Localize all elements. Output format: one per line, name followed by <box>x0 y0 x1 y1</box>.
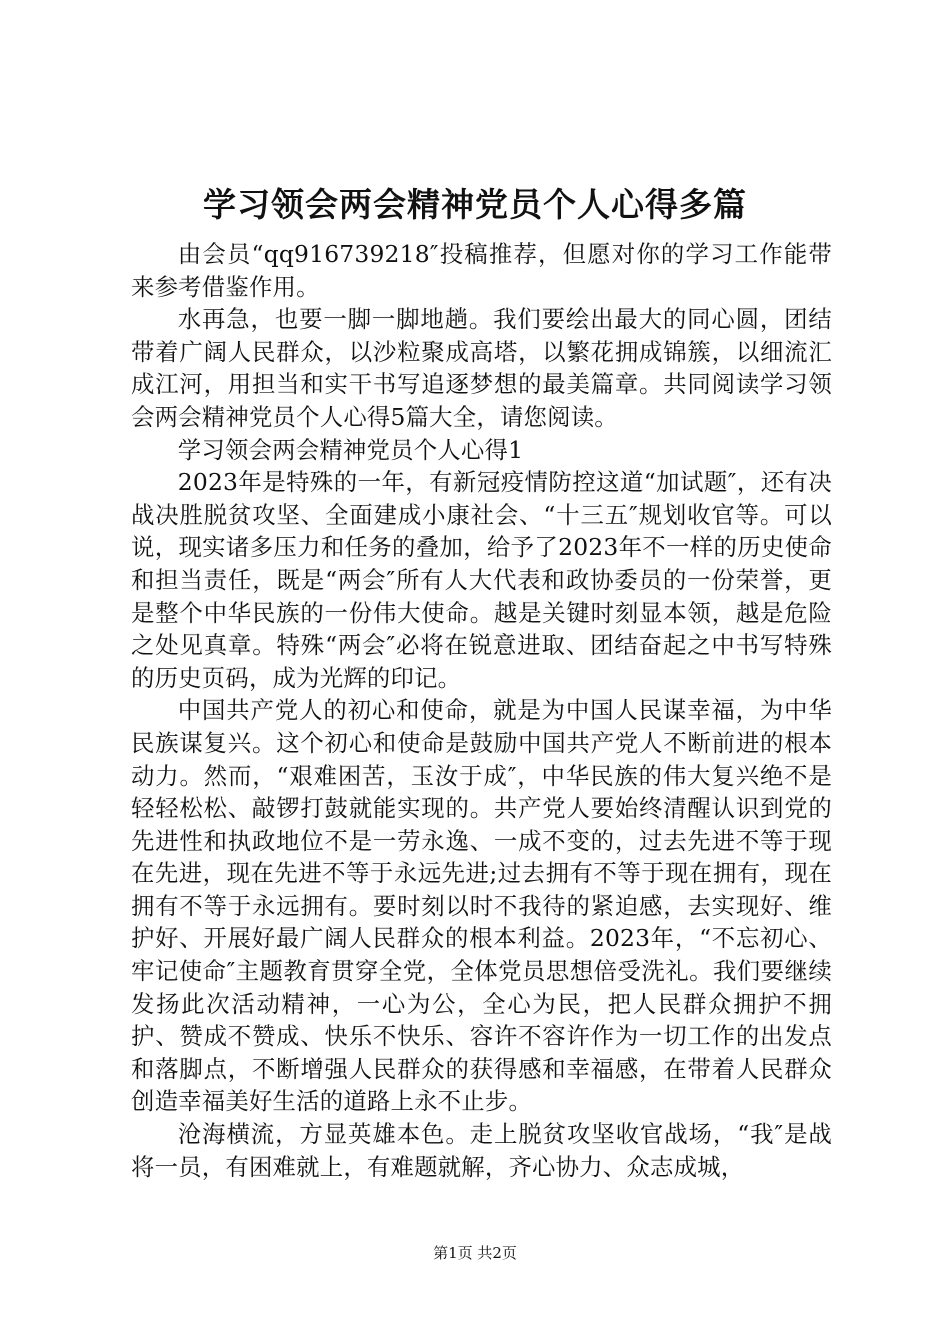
page-number-footer: 第1页 共2页 <box>433 1244 517 1262</box>
section-heading: 学习领会两会精神党员个人心得1 <box>177 435 524 464</box>
intro-paragraph: 由会员“qq916739218″投稿推荐，但愿对你的学习工作能带来参考借鉴作用。 <box>131 240 832 301</box>
body-paragraph: 沧海横流，方显英雄本色。走上脱贫攻坚收官战场，“我″是战将一员，有困难就上，有难题就解，齐心协力、众志成城， <box>131 1120 832 1181</box>
summary-paragraph: 水再急，也要一脚一脚地趟。我们要绘出最大的同心圆，团结带着广阔人民群众，以沙粒聚成高塔，以繁花拥成锦簇，以细流汇成江河，用担当和实干书写追逐梦想的最美篇章。共同阅读学习领会两会精神党员个人心得5篇大全，请您阅读。 <box>131 305 832 431</box>
document-title: 学习领会两会精神党员个人心得多篇 <box>203 185 747 224</box>
body-paragraph: 2023年是特殊的一年，有新冠疫情防控这道“加试题″，还有决战决胜脱贫攻坚、全面建成小康社会、“十三五″规划收官等。可以说，现实诸多压力和任务的叠加，给予了2023年不一样的历史使命和担当责任，既是“两会″所有人大代表和政协委员的一份荣誉，更是整个中华民族的一份伟大使命。越是关键时刻显本领，越是危险之处见真章。特殊“两会″必将在锐意进取、团结奋起之中书写特殊的历史页码，成为光辉的印记。 <box>131 468 832 692</box>
body-paragraph: 中国共产党人的初心和使命，就是为中国人民谋幸福，为中华民族谋复兴。这个初心和使命是鼓励中国共产党人不断前进的根本动力。然而，“艰难困苦，玉汝于成″，中华民族的伟大复兴绝不是轻轻松松、敲锣打鼓就能实现的。共产党人要始终清醒认识到党的先进性和执政地位不是一劳永逸、一成不变的，过去先进不等于现在先进，现在先进不等于永远先进;过去拥有不等于现在拥有，现在拥有不等于永远拥有。要时刻以时不我待的紧迫感，去实现好、维护好、开展好最广阔人民群众的根本利益。2023年，“不忘初心、牢记使命″主题教育贯穿全党，全体党员思想倍受洗礼。我们要继续发扬此次活动精神，一心为公，全心为民，把人民群众拥护不拥护、赞成不赞成、快乐不快乐、容许不容许作为一切工作的出发点和落脚点，不断增强人民群众的获得感和幸福感，在带着人民群众创造幸福美好生活的道路上永不止步。 <box>131 696 832 1116</box>
document-body <box>131 238 832 1183</box>
